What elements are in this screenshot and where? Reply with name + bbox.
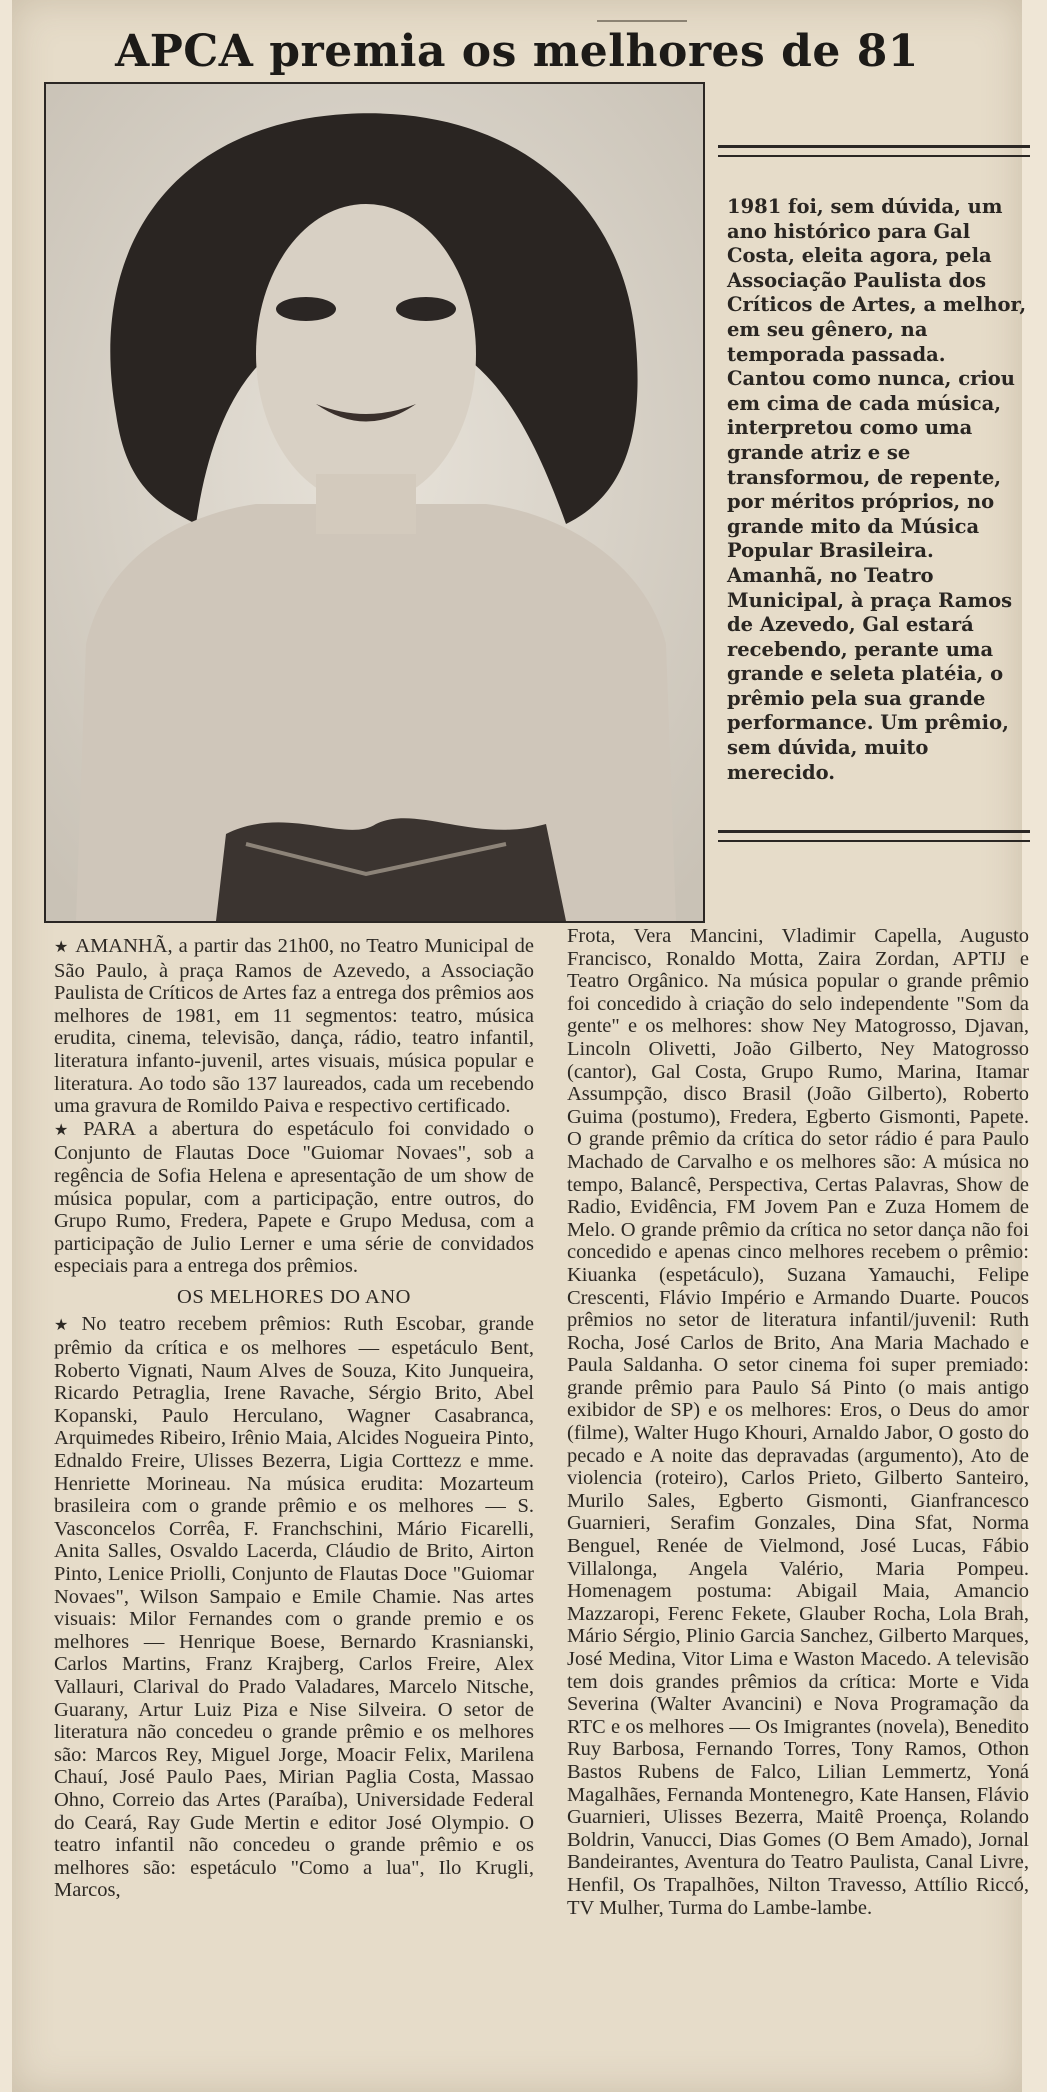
article-paragraph-text: AMANHÃ, a partir das 21h00, no Teatro Municipal de São Paulo, à praça Ramos de Azevedo, a Associação Paulista de Críticos de Artes faz a entrega dos prêmios aos melhores de 1981, em 11 segmentos: teatro, música erudita, cinema, televisão, dança, rádio, teatro infantil, literatura infanto-juvenil, artes visuais, música popular e literatura. Ao todo são 137 laureados, cada um recebendo uma gravura de Romildo Paiva e respectivo certificado.: [54, 935, 534, 1118]
article-column-right: [567, 925, 1029, 1919]
portrait-photo: [44, 82, 705, 923]
caption-top-rule: [718, 145, 1030, 157]
portrait-photo-icon: [46, 84, 703, 921]
star-icon: ★: [54, 1121, 78, 1139]
article-paragraph: Frota, Vera Mancini, Vladimir Capella, Augusto Francisco, Ronaldo Motta, Zaira Zordan, APTIJ e Teatro Orgânico. Na música popular o grande prêmio foi concedido à criação do selo independente "Som da gente" e os melhores: show Ney Matogrosso, Djavan, Lincoln Olivetti, João Gilberto, Ney Matogrosso (cantor), Gal Costa, Grupo Rumo, Marina, Itamar Assumpção, disco Brasil (João Gilberto), Roberto Guima (postumo), Fredera, Egberto Gismonti, Papete. O grande prêmio da crítica do setor rádio é para Paulo Machado de Carvalho e os melhores são: A música no tempo, Balancê, Perspectiva, Certas Palavras, Show de Radio, Evidência, FM Jovem Pan e Zuza Homem de Melo. O grande prêmio da crítica no setor dança não foi concedido e apenas cinco melhores recebem o prêmio: Kiuanka (espetáculo), Suzana Yamauchi, Felipe Crescenti, Flávio Império e Armando Duarte. Poucos prêmios no setor de literatura infantil/juvenil: Ruth Rocha, José Carlos de Brito, Ana Maria Machado e Paula Saldanha. O setor cinema foi super premiado: grande prêmio para Paulo Sá Pinto (o mais antigo exibidor de SP) e os melhores: Eros, o Deus do amor (filme), Walter Hugo Khouri, Arnaldo Jabor, O gosto do pecado e A noite das depravadas (argumento), Ato de violencia (roteiro), Carlos Prieto, Gilberto Santeiro, Murilo Sales, Egberto Gismonti, Gianfrancesco Guarnieri, Serafim Gonzales, Dina Sfat, Norma Benguel, Renée de Vielmond, José Lucas, Fábio Villalonga, Angela Valério, Maria Pompeu. Homenagem postuma: Abigail Maia, Amancio Mazzaropi, Ferenc Fekete, Glauber Rocha, Lola Brah, Mário Sérgio, Plinio Garcia Sanchez, Gilberto Marques, José Medina, Vitor Lima e Waston Macedo. A televisão tem dois grandes prêmios da crítica: Morte e Vida Severina (Walter Avancini) e Nova Programação da RTC e os melhores — Os Imigrantes (novela), Benedito Ruy Barbosa, Fernando Torres, Tony Ramos, Othon Bastos Rubens de Falco, Lilian Lemmertz, Yoná Magalhães, Fernanda Montenegro, Kate Hansen, Flávio Guarnieri, Ulisses Bezerra, Maitê Proença, Rolando Boldrin, Vanucci, Dias Gomes (O Bem Amado), Jornal Bandeirantes, Aventura do Teatro Paulista, Canal Livre, Henfil, Os Trapalhões, Nilton Travesso, Attílio Riccó, TV Mulher, Turma do Lambe-lambe.: [567, 925, 1029, 1919]
article-paragraph: [54, 935, 534, 1118]
star-icon: ★: [54, 939, 70, 956]
article-paragraph-text: No teatro recebem prêmios: Ruth Escobar, grande prêmio da crítica e os melhores — espetáculo Bent, Roberto Vignati, Naum Alves de Souza, Kito Junqueira, Ricardo Petraglia, Irene Ravache, Sérgio Brito, Abel Kopanski, Paulo Herculano, Wagner Casabranca, Arquimedes Ribeiro, Irênio Maia, Alcides Nogueira Pinto, Ednaldo Freire, Ulisses Bezerra, Ligia Corttezz e mme. Henriette Morineau. Na música erudita: Mozarteum brasileira com o grande prêmio e os melhores — S. Vasconcelos Corrêa, F. Franchschini, Mário Ficarelli, Anita Salles, Osvaldo Lacerda, Cláudio de Brito, Airton Pinto, Lenice Priolli, Conjunto de Flautas Doce "Guiomar Novaes", Wilson Sampaio e Emile Chamie. Nas artes visuais: Milor Fernandes com o grande premio e os melhores — Henrique Boese, Bernardo Krasnianski, Carlos Martins, Franz Krajberg, Carlos Freire, Alex Vallauri, Clarival do Prado Valadares, Marcelo Nitsche, Guarany, Artur Luiz Piza e Nise Silveira. O setor de literatura não concedeu o grande prêmio e os melhores são: Marcos Rey, Miguel Jorge, Moacir Felix, Marilena Chauí, José Paulo Paes, Mirian Paglia Costa, Massao Ohno, Correio das Artes (Paraíba), Universidade Federal do Ceará, Ray Gude Mertin e editor José Olympio. O teatro infantil não concedeu o grande prêmio e os melhores são: espetáculo "Como a lua", Ilo Krugli, Marcos,: [54, 1312, 534, 1902]
newspaper-clipping: [12, 0, 1029, 2092]
article-paragraph: [54, 1313, 534, 1902]
article-paragraph: [54, 1118, 534, 1278]
star-icon: ★: [54, 1316, 76, 1334]
headline: APCA premia os melhores de 81: [115, 26, 919, 77]
article-column-left: [54, 935, 534, 1902]
section-subhead: OS MELHORES DO ANO: [177, 1285, 411, 1308]
article-paragraph-text: PARA a abertura do espetáculo foi convidado o Conjunto de Flautas Doce "Guiomar Novaes", sob a regência de Sofia Helena e apresentação de um show de música popular, com a participação, entre outros, do Grupo Rumo, Fredera, Papete e Grupo Medusa, com a participação de Julio Lerner e uma série de convidados especiais para a entrega dos prêmios.: [54, 1117, 534, 1278]
photo-caption: 1981 foi, sem dúvida, um ano histórico para Gal Costa, eleita agora, pela Associação Paulista dos Críticos de Artes, a melhor, em seu gênero, na temporada passada. Cantou como nunca, criou em cima de cada música, interpretou como uma grande atriz e se transformou, de repente, por méritos próprios, no grande mito da Música Popular Brasileira. Amanhã, no Teatro Municipal, à praça Ramos de Azevedo, Gal estará recebendo, perante uma grande e seleta platéia, o prêmio pela sua grande performance. Um prêmio, sem dúvida, muito merecido.: [727, 195, 1027, 784]
caption-bottom-rule: [718, 830, 1030, 842]
